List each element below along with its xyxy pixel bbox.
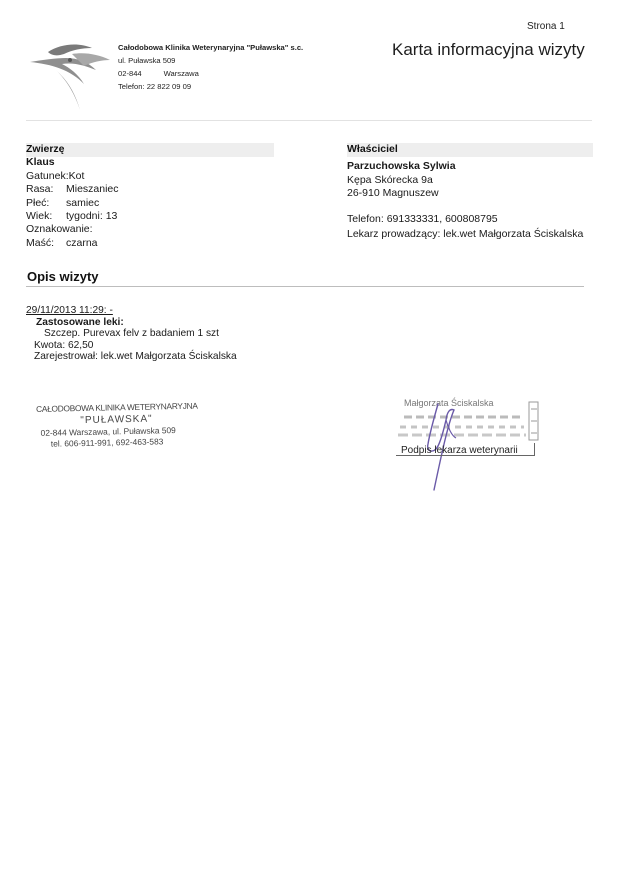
clinic-city: Warszawa: [163, 69, 199, 78]
owner-section-title: Właściciel: [347, 143, 398, 155]
animal-age-row: [26, 210, 119, 223]
registered-by: Zarejestrował: lek.wet Małgorzata Ściskalska: [34, 351, 237, 363]
clinic-postcode: 02-844: [118, 69, 142, 78]
animal-sex-row: [26, 197, 119, 210]
breed-label: Rasa:: [26, 183, 54, 196]
clinic-logo: [26, 40, 116, 112]
signature-label: Podpis lekarza weterynarii: [401, 445, 518, 456]
color-label: Maść:: [26, 236, 55, 249]
sex-value: samiec: [66, 196, 100, 209]
clinic-street: ul. Puławska 509: [118, 56, 176, 65]
animal-name: Klaus: [26, 156, 55, 169]
visit-section-divider: [26, 286, 584, 287]
attending-vet: Lekarz prowadzący: lek.wet Małgorzata Ściskalska: [347, 228, 584, 241]
clinic-phone: Telefon: 22 822 09 09: [118, 82, 192, 91]
breed-value: Mieszaniec: [66, 183, 119, 196]
clinic-stamp-line3: 02-844 Warszawa, ul. Puławska 509: [40, 424, 176, 438]
age-value: tygodni: 13: [66, 210, 118, 223]
owner-address-line2: 26-910 Magnuszew: [347, 187, 439, 200]
color-value: czarna: [66, 236, 98, 249]
clinic-header: [118, 41, 303, 93]
medications-heading: Zastosowane leki:: [36, 316, 124, 328]
header-divider: [26, 120, 592, 121]
visit-date: 29/11/2013 11:29: -: [26, 305, 113, 316]
clinic-stamp-line1: CAŁODOBOWA KLINIKA WETERYNARYJNA: [36, 400, 198, 414]
clinic-stamp-line2: "PUŁAWSKA": [80, 413, 153, 426]
owner-phone: Telefon: 691333331, 600808795: [347, 212, 498, 225]
clinic-stamp-line4: tel. 606-911-991, 692-463-583: [50, 436, 164, 450]
document-title: Karta informacyjna wizyty: [392, 40, 585, 59]
age-label: Wiek:: [26, 210, 53, 223]
medication-item: Szczep. Purevax felv z badaniem 1 szt: [44, 328, 219, 340]
visit-amount: Kwota: 62,50: [34, 339, 94, 351]
visit-entry: [26, 305, 237, 363]
owner-section: [347, 143, 583, 241]
owner-name: Parzuchowska Sylwia: [347, 160, 456, 173]
animal-color-row: [26, 237, 119, 250]
animal-species: Gatunek:Kot: [26, 169, 85, 182]
clinic-name: Całodobowa Klinika Weterynaryjna "Puławska" s.c.: [118, 43, 304, 52]
clinic-city-row: [118, 67, 303, 80]
page-number: Strona 1: [527, 21, 565, 32]
animal-section: [26, 143, 119, 250]
vet-stamp-name: Małgorzata Ściskalska: [404, 398, 494, 408]
visit-section-title: Opis wizyty: [27, 269, 99, 284]
animal-section-title: Zwierzę: [26, 143, 65, 155]
owner-address-line1: Kępa Skórecka 9a: [347, 173, 433, 186]
marking-label: Oznakowanie:: [26, 223, 93, 236]
clinic-stamp: [36, 401, 198, 452]
sex-label: Płeć:: [26, 196, 50, 209]
animal-breed-row: [26, 183, 119, 196]
